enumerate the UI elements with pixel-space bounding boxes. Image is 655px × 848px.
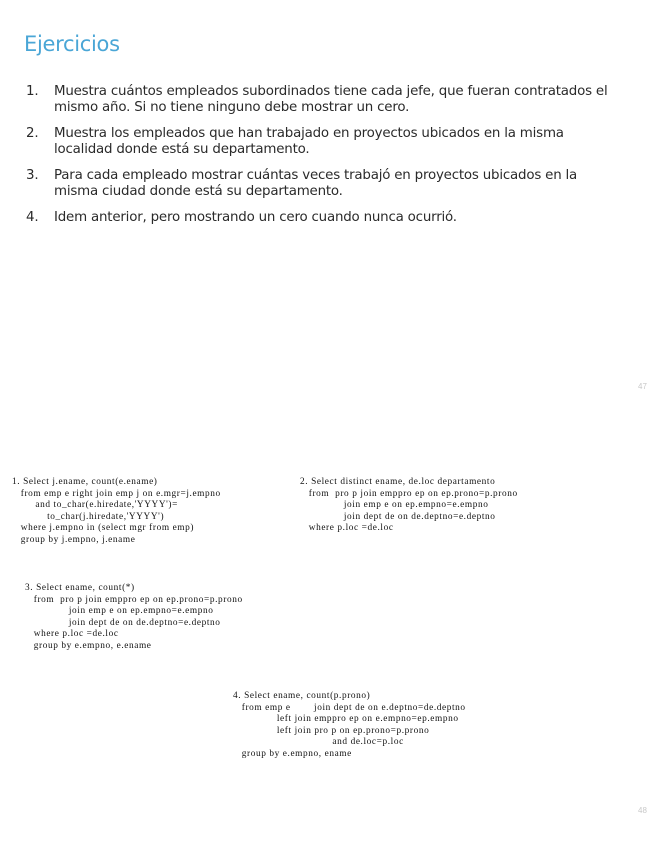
sql-solution-2: 2. Select distinct ename, de.loc departamento from pro p join emppro ep on ep.prono=p.prono join emp e on ep.empno=e.empno join dept de on de.deptno=e.deptno where p.loc =de.loc xyxy=(300,477,518,534)
exercise-number: 1. xyxy=(26,84,39,99)
exercise-number: 2. xyxy=(26,126,39,141)
exercise-item-3 xyxy=(26,168,616,200)
exercise-item-1 xyxy=(26,84,616,116)
page-number: 47 xyxy=(638,382,647,391)
page-number: 48 xyxy=(638,806,647,815)
exercise-text: Muestra los empleados que han trabajado en proyectos ubicados en la misma localidad donde está su departamento. xyxy=(54,126,564,157)
sql-solution-1: 1. Select j.ename, count(e.ename) from emp e right join emp j on e.mgr=j.empno and to_char(e.hiredate,'YYYY')= to_char(j.hiredate,'YYYY') where j.empno in (select mgr from emp) group by j.empno, j.ename xyxy=(12,477,221,545)
exercise-text: Muestra cuántos empleados subordinados tiene cada jefe, que fueran contratados el mismo año. Si no tiene ninguno debe mostrar un cero. xyxy=(54,84,608,115)
sql-solution-4: 4. Select ename, count(p.prono) from emp e join dept de on e.deptno=de.deptno left join emppro ep on e.empno=ep.empno left join pro p on ep.prono=p.prono and de.loc=p.loc group by e.empno, ename xyxy=(233,691,466,759)
sql-solution-3: 3. Select ename, count(*) from pro p join emppro ep on ep.prono=p.prono join emp e on ep.empno=e.empno join dept de on de.deptno=e.deptno where p.loc =de.loc group by e.empno, e.ename xyxy=(25,583,243,651)
exercise-text: Para cada empleado mostrar cuántas veces trabajó en proyectos ubicados en la misma ciudad donde está su departamento. xyxy=(54,168,578,199)
exercise-number: 3. xyxy=(26,168,39,183)
exercise-text: Idem anterior, pero mostrando un cero cuando nunca ocurrió. xyxy=(54,210,457,225)
exercise-item-2 xyxy=(26,126,616,158)
exercise-number: 4. xyxy=(26,210,39,225)
exercise-item-4 xyxy=(26,210,616,226)
page-title: Ejercicios xyxy=(24,32,120,56)
exercise-list xyxy=(26,84,616,236)
